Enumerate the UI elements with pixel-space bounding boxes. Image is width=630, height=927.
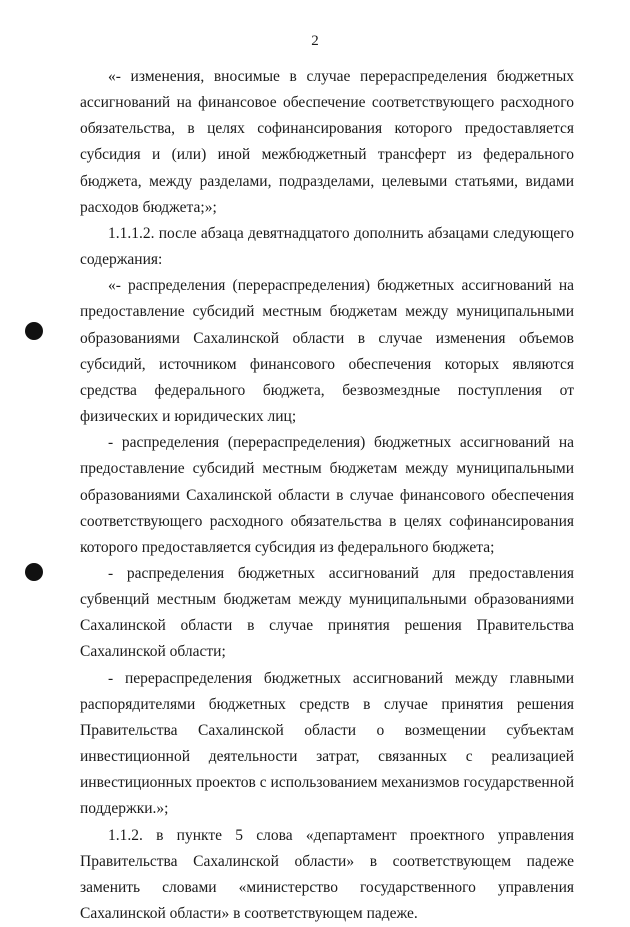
page-number: 2 [311,33,319,49]
paragraph-1-1-2: 1.1.2. в пункте 5 слова «департамент проектного управления Правительства Сахалинской области» в соответствующем падеже заменить словами «министерство государственного управления Сахалинской области» в соответствующем падеже. [80,826,574,922]
paragraph-subsidy-distribution-changes: «- распределения (перераспределения) бюджетных ассигнований на предоставление субсидий местным бюджетам между муниципальными образованиями Сахалинской области в случае изменения объемов субсидий, источником финансового обеспечения которых являются средства федерального бюджета, безвозмездные поступления от физических и юридических лиц; [80,277,574,426]
document-body [80,64,574,927]
punch-hole-icon [25,563,43,581]
paragraph-subsidy-cofinancing: - распределения (перераспределения) бюджетных ассигнований на предоставление субсидий местным бюджетам между муниципальными образованиями Сахалинской области в случае финансового обеспечения соответствующего расходного обязательства в целях софинансирования которого предоставляется субсидия из федерального бюджета; [80,434,574,556]
paragraph-1-1-1-2: 1.1.1.2. после абзаца девятнадцатого дополнить абзацами следующего содержания: [80,224,574,269]
paragraph-subventions: - распределения бюджетных ассигнований для предоставления субвенций местным бюджетам между муниципальными образованиями Сахалинской области в случае принятия решения Правительства Сахалинской области; [80,564,574,661]
paragraph-investment-reimbursement: - перераспределения бюджетных ассигнований между главными распорядителями бюджетных средств в случае принятия решения Правительства Сахалинской области о возмещении субъектам инвестиционной деятельности затрат, связанных с реализацией инвестиционных проектов с использованием механизмов государственной поддержки.»; [80,669,574,818]
paragraph-changes-on-redistribution: «- изменения, вносимые в случае перераспределения бюджетных ассигнований на финансовое обеспечение соответствующего расходного обязательства, в целях софинансирования которого предоставляется субсидия и (или) иной межбюджетный трансферт из федерального бюджета, между разделами, подразделами, целевыми статьями, видами расходов бюджета;»; [80,68,574,216]
punch-hole-icon [25,322,43,340]
